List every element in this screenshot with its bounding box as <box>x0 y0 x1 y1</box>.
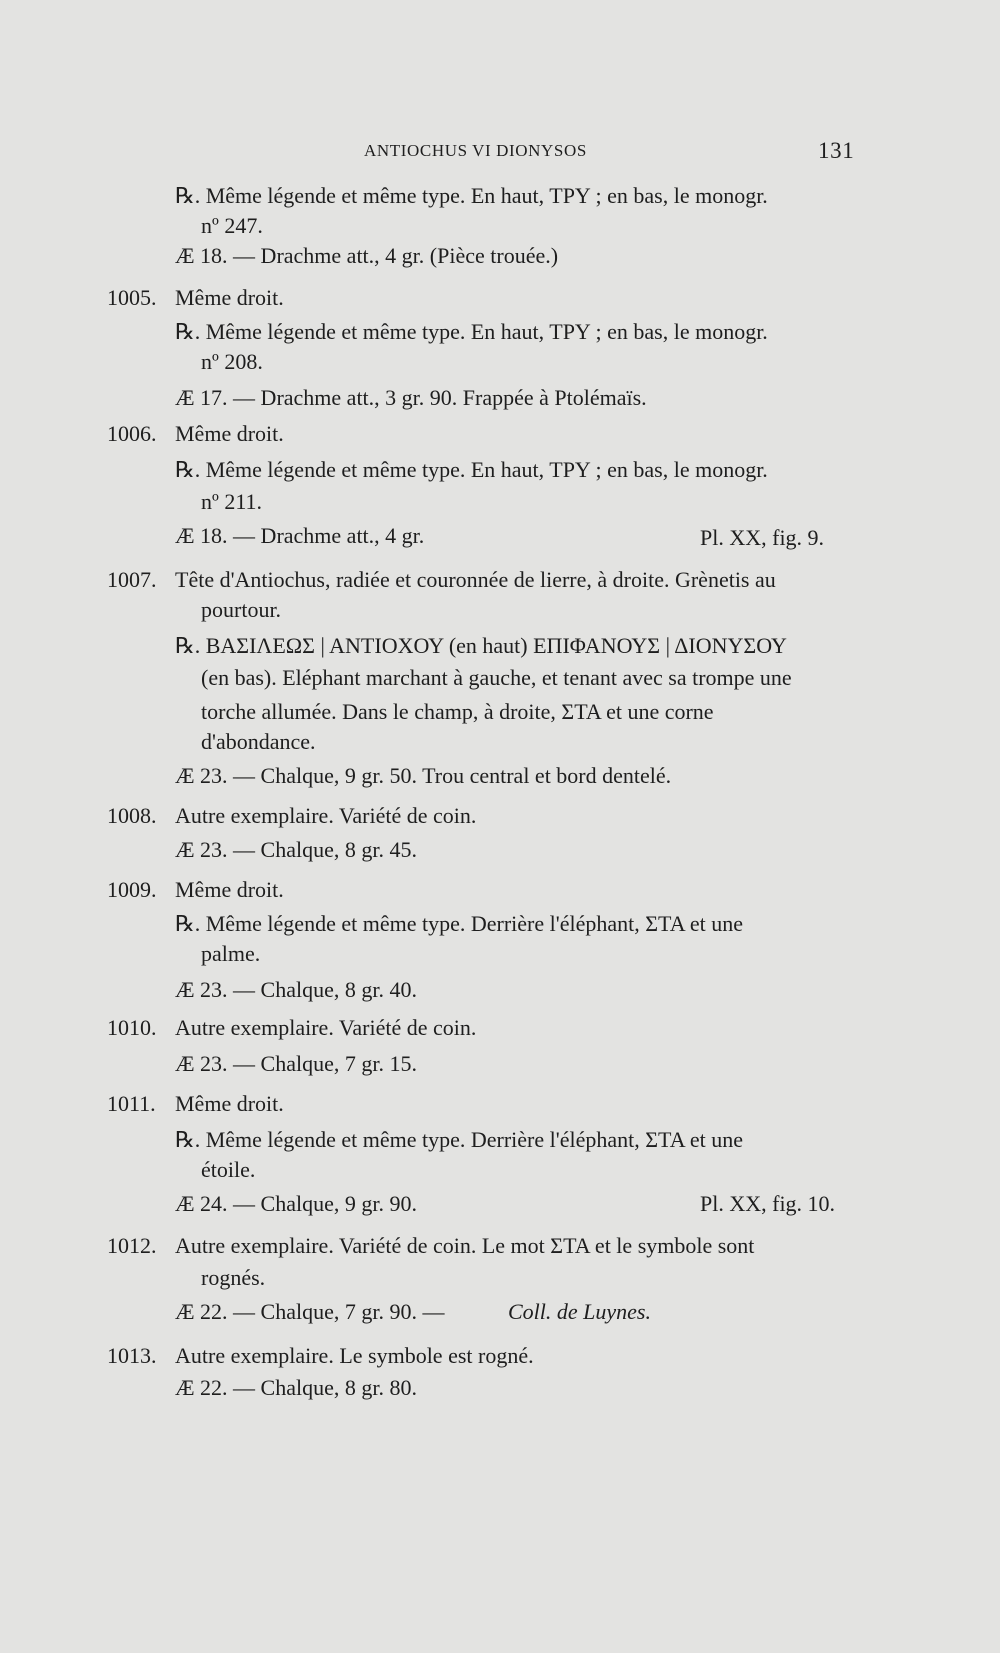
entry-number: 1006. <box>107 421 157 446</box>
entry-line: Æ 18. — Drachme att., 4 gr. (Pièce trouée.) <box>175 243 559 268</box>
entry-line: Autre exemplaire. Variété de coin. <box>175 803 477 828</box>
entry-line: Æ 17. — Drachme att., 3 gr. 90. Frappée à Ptolémaïs. <box>175 385 647 410</box>
entry-line: Æ 23. — Chalque, 9 gr. 50. Trou central et bord dentelé. <box>175 763 672 788</box>
entry-number: 1008. <box>107 803 157 828</box>
entry-number: 1007. <box>107 567 157 592</box>
running-title: ANTIOCHUS VI DIONYSOS <box>364 141 587 160</box>
entry-line: Æ 23. — Chalque, 8 gr. 40. <box>175 977 417 1002</box>
running-head <box>0 138 1000 168</box>
entry-line: (en bas). Eléphant marchant à gauche, et tenant avec sa trompe une <box>201 665 792 690</box>
entry-number: 1011. <box>107 1091 156 1116</box>
entry-line: ℞. Même légende et même type. En haut, TPY ; en bas, le monogr. <box>175 457 768 482</box>
entry-line: Même droit. <box>175 421 284 446</box>
entry-line: nº 211. <box>201 489 263 514</box>
entry-number: 1013. <box>107 1343 157 1368</box>
entry-number: 1005. <box>107 285 157 310</box>
page-number: 131 <box>818 138 855 163</box>
entry-line: ℞. Même légende et même type. Derrière l'éléphant, ΣΤΑ et une <box>175 1127 744 1152</box>
entry-line: Même droit. <box>175 1091 284 1116</box>
entry-line: Tête d'Antiochus, radiée et couronnée de lierre, à droite. Grènetis au <box>175 567 776 592</box>
entry-line: nº 208. <box>201 349 263 374</box>
entry-line: Même droit. <box>175 877 284 902</box>
entry-line: d'abondance. <box>201 729 316 754</box>
entry-line: Autre exemplaire. Le symbole est rogné. <box>175 1343 534 1368</box>
entry-line: Æ 24. — Chalque, 9 gr. 90. <box>175 1191 417 1216</box>
entry-line: Autre exemplaire. Variété de coin. <box>175 1015 477 1040</box>
entry-line: Autre exemplaire. Variété de coin. Le mot ΣΤΑ et le symbole sont <box>175 1233 755 1258</box>
entry-line: Æ 22. — Chalque, 7 gr. 90. — <box>175 1299 445 1324</box>
entry-line: pourtour. <box>201 597 282 622</box>
entry-line: Même droit. <box>175 285 284 310</box>
entry-line: Æ 23. — Chalque, 8 gr. 45. <box>175 837 417 862</box>
entry-line: palme. <box>201 941 261 966</box>
entry-line: Æ 18. — Drachme att., 4 gr. <box>175 523 425 548</box>
entry-line: torche allumée. Dans le champ, à droite, ΣΤΑ et une corne <box>201 699 714 724</box>
entry-line: ℞. Même légende et même type. En haut, TPY ; en bas, le monogr. <box>175 319 768 344</box>
entry-line: étoile. <box>201 1157 256 1182</box>
entry-line: ℞. Même légende et même type. Derrière l'éléphant, ΣΤΑ et une <box>175 911 744 936</box>
entry-line: nº 247. <box>201 213 263 238</box>
entry-number: 1009. <box>107 877 157 902</box>
entry-line-greek: ℞. ΒΑΣΙΛΕΩΣ | ΑΝΤΙΟΧΟΥ (en haut) ΕΠΙΦΑΝΟΥΣ | ΔΙΟΝΥΣΟΥ <box>175 633 787 658</box>
plate-reference: Pl. XX, fig. 10. <box>700 1191 836 1216</box>
entry-number: 1010. <box>107 1015 157 1040</box>
entry-line: ℞. Même légende et même type. En haut, TPY ; en bas, le monogr. <box>175 183 768 208</box>
entry-line: rognés. <box>201 1265 266 1290</box>
entry-number: 1012. <box>107 1233 157 1258</box>
plate-reference: Pl. XX, fig. 9. <box>700 525 825 550</box>
collection-reference: Coll. de Luynes. <box>508 1299 651 1324</box>
entry-line: Æ 23. — Chalque, 7 gr. 15. <box>175 1051 417 1076</box>
entry-line: Æ 22. — Chalque, 8 gr. 80. <box>175 1375 417 1400</box>
